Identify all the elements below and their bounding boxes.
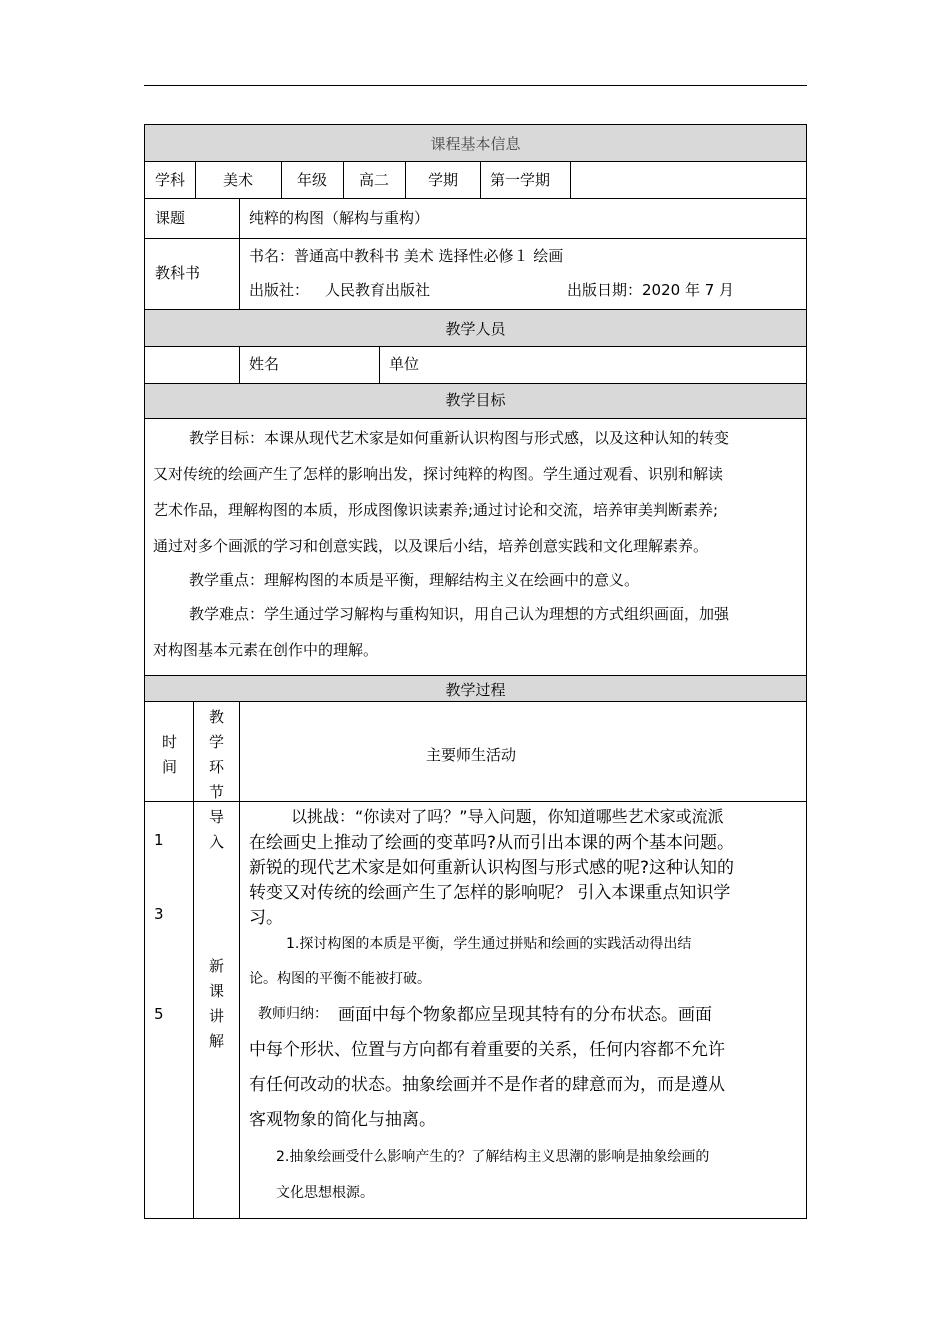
intro-line: 新锐的现代艺术家是如何重新认识构图与形式感的呢?这种认知的 — [249, 858, 735, 878]
basic-info-title: 课程基本信息 — [430, 135, 521, 153]
process-content-row — [145, 802, 806, 1218]
stage-new-4: 解 — [209, 1032, 225, 1050]
intro-line: 习。 — [249, 908, 283, 928]
intro-line: 在绘画史上推动了绘画的变革吗?从而引出本课的两个基本问题。 — [249, 833, 735, 853]
time-value: 1 — [154, 831, 164, 849]
goals-title: 教学目标 — [445, 391, 506, 409]
stage-new-1: 新 — [209, 957, 225, 975]
subject-value: 美术 — [223, 171, 254, 189]
stage-header-4: 节 — [209, 783, 225, 801]
stage-header-3: 环 — [209, 758, 225, 776]
page-header-rule — [144, 85, 807, 86]
stage-intro-1: 导 — [209, 808, 225, 826]
point1-line: 论。构图的平衡不能被打破。 — [249, 971, 431, 987]
staff-name-header: 姓名 — [249, 355, 280, 373]
term-label: 学期 — [428, 171, 459, 189]
staff-title: 教学人员 — [445, 320, 506, 338]
goals-line: 艺术作品，理解构图的本质，形成图像识读素养;通过讨论和交流，培养审美判断素养; — [153, 501, 719, 519]
key-point: 教学重点：理解构图的本质是平衡，理解结构主义在绘画中的意义。 — [189, 571, 640, 589]
textbook-label: 教科书 — [155, 264, 201, 282]
basic-info-header — [145, 125, 806, 162]
intro-line: 以挑战：“你读对了吗？”导入问题，你知道哪些艺术家或流派 — [291, 807, 724, 826]
process-header — [145, 676, 806, 702]
lesson-plan-table — [144, 124, 807, 1219]
point2-line: 2.抽象绘画受什么影响产生的？了解结构主义思潮的影响是抽象绘画的 — [276, 1149, 710, 1165]
book-name: 书名：普通高中教科书 美术 选择性必修１ 绘画 — [249, 247, 564, 265]
summary-line: 画面中每个物象都应呈现其特有的分布状态。画面 — [338, 1005, 712, 1025]
goals-header — [145, 384, 806, 419]
goals-body — [145, 419, 806, 676]
staff-header — [145, 310, 806, 347]
process-title: 教学过程 — [445, 681, 506, 699]
publisher-label: 出版社： — [249, 281, 310, 299]
goals-line: 又对传统的绘画产生了怎样的影响出发，探讨纯粹的构图。学生通过观看、识别和解读 — [153, 465, 724, 483]
point2-line: 文化思想根源。 — [276, 1185, 374, 1201]
goals-line: 通过对多个画派的学习和创意实践，以及课后小结，培养创意实践和文化理解素养。 — [153, 537, 709, 555]
stage-header-1: 教 — [209, 708, 225, 726]
topic-row — [145, 199, 806, 239]
topic-value: 纯粹的构图（解构与重构） — [249, 209, 430, 227]
publish-date: 出版日期：2020 年 7 月 — [567, 281, 735, 299]
term-value: 第一学期 — [490, 171, 551, 189]
summary-line: 客观物象的简化与抽离。 — [249, 1110, 436, 1130]
summary-line: 有任何改动的状态。抽象绘画并不是作者的肆意而为，而是遵从 — [249, 1075, 725, 1095]
subject-label: 学科 — [155, 171, 186, 189]
point1-line: 1.探讨构图的本质是平衡，学生通过拼贴和绘画的实践活动得出结 — [286, 936, 692, 952]
grade-label: 年级 — [297, 171, 328, 189]
stage-new-3: 讲 — [209, 1007, 225, 1025]
summary-line: 中每个形状、位置与方向都有着重要的关系，任何内容都不允许 — [249, 1040, 725, 1060]
intro-line: 转变又对传统的绘画产生了怎样的影响呢？ 引入本课重点知识学 — [249, 883, 731, 903]
stage-intro-2: 入 — [209, 833, 225, 851]
time-value: 3 — [154, 905, 164, 923]
staff-columns-row — [145, 347, 806, 384]
stage-header-2: 学 — [209, 733, 225, 751]
summary-label: 教师归纳： — [258, 1006, 328, 1022]
time-header-1: 时 — [162, 733, 178, 751]
goals-line: 对构图基本元素在创作中的理解。 — [153, 641, 379, 659]
time-header-2: 间 — [162, 758, 178, 776]
stage-new-2: 课 — [209, 982, 225, 1000]
staff-unit-header: 单位 — [389, 355, 420, 373]
process-columns-row — [145, 702, 806, 802]
topic-label: 课题 — [155, 209, 186, 227]
goals-line: 教学目标：本课从现代艺术家是如何重新认识构图与形式感，以及这种认知的转变 — [189, 429, 730, 447]
subject-row — [145, 162, 806, 199]
publisher-value: 人民教育出版社 — [325, 281, 431, 299]
textbook-row — [145, 239, 806, 310]
activity-header: 主要师生活动 — [426, 746, 517, 764]
time-value: 5 — [154, 1005, 164, 1023]
grade-value: 高二 — [359, 171, 390, 189]
difficult-point: 教学难点：学生通过学习解构与重构知识，用自己认为理想的方式组织画面，加强 — [189, 605, 730, 623]
